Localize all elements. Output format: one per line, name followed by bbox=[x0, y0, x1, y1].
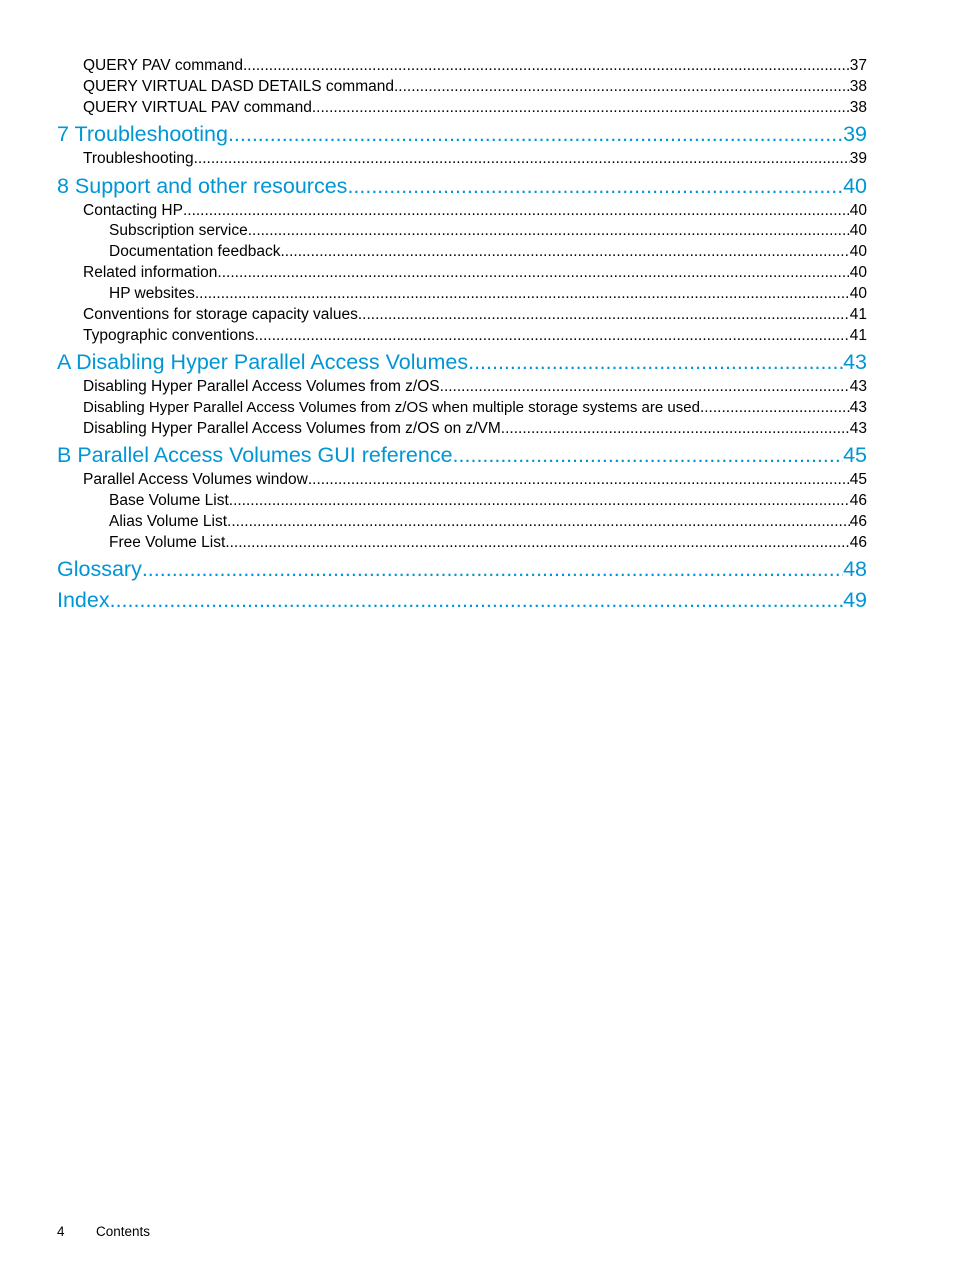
dot-leader bbox=[194, 148, 850, 169]
page-number: 4 bbox=[57, 1224, 65, 1239]
dot-leader bbox=[312, 97, 850, 118]
toc-entry-page: 43 bbox=[849, 420, 867, 437]
toc-chapter-title: B Parallel Access Volumes GUI reference bbox=[57, 443, 453, 467]
toc-entry[interactable] bbox=[83, 262, 867, 283]
toc-chapter-title: Index bbox=[57, 588, 110, 612]
toc-chapter-page: 43 bbox=[843, 350, 867, 374]
toc-subentry[interactable] bbox=[109, 532, 867, 553]
toc-entry-page: 37 bbox=[849, 57, 867, 74]
toc-entry-page: 43 bbox=[849, 399, 867, 416]
dot-leader bbox=[229, 490, 850, 511]
toc-chapter-page: 40 bbox=[843, 174, 867, 198]
toc-chapter-page: 39 bbox=[843, 122, 867, 146]
toc-entry-page: 43 bbox=[849, 378, 867, 395]
toc-entry-title: Disabling Hyper Parallel Access Volumes from z/OS bbox=[83, 378, 440, 395]
toc-entry-title: Subscription service bbox=[109, 222, 248, 239]
dot-leader bbox=[248, 220, 850, 241]
toc-entry-title: QUERY PAV command bbox=[83, 57, 243, 74]
toc-entry-page: 38 bbox=[849, 78, 867, 95]
toc-entry-page: 40 bbox=[849, 264, 867, 281]
toc-subentry[interactable] bbox=[109, 283, 867, 304]
toc-entry-title: Alias Volume List bbox=[109, 513, 228, 530]
dot-leader bbox=[243, 55, 850, 76]
toc-entry-page: 45 bbox=[849, 471, 867, 488]
toc-entry[interactable] bbox=[83, 97, 867, 118]
dot-leader bbox=[227, 511, 850, 532]
toc-entry-page: 40 bbox=[849, 202, 867, 219]
dot-leader bbox=[254, 325, 849, 346]
dot-leader bbox=[468, 348, 843, 376]
toc-entry[interactable] bbox=[83, 148, 867, 169]
toc-entry-page: 39 bbox=[849, 150, 867, 167]
page-footer bbox=[57, 1222, 150, 1242]
toc-entry-title: Parallel Access Volumes window bbox=[83, 471, 308, 488]
dot-leader bbox=[347, 172, 843, 200]
toc-entry-page: 40 bbox=[849, 243, 867, 260]
toc-entry-title: Troubleshooting bbox=[83, 150, 194, 167]
toc-entry-page: 41 bbox=[849, 327, 867, 344]
toc-entry-title: Disabling Hyper Parallel Access Volumes from z/OS when multiple storage systems are used bbox=[83, 399, 700, 416]
toc-entry-title: Base Volume List bbox=[109, 492, 229, 509]
toc-entry-title: QUERY VIRTUAL PAV command bbox=[83, 99, 312, 116]
dot-leader bbox=[394, 76, 850, 97]
toc-entry-title: QUERY VIRTUAL DASD DETAILS command bbox=[83, 78, 394, 95]
toc-chapter-page: 49 bbox=[843, 588, 867, 612]
toc-entry-page: 40 bbox=[849, 285, 867, 302]
toc-entry-page: 46 bbox=[849, 534, 867, 551]
toc-entry-page: 38 bbox=[849, 99, 867, 116]
toc-entry-title: Contacting HP bbox=[83, 202, 183, 219]
toc-entry-title: Free Volume List bbox=[109, 534, 226, 551]
toc-chapter[interactable] bbox=[57, 555, 867, 583]
toc-entry-page: 46 bbox=[849, 513, 867, 530]
toc-entry[interactable] bbox=[83, 76, 867, 97]
toc-chapter[interactable] bbox=[57, 441, 867, 469]
toc-entry[interactable] bbox=[83, 55, 867, 76]
toc-chapter-page: 45 bbox=[843, 443, 867, 467]
dot-leader bbox=[142, 555, 843, 583]
toc-entry[interactable] bbox=[83, 304, 867, 325]
toc-entry[interactable] bbox=[83, 469, 867, 490]
dot-leader bbox=[453, 441, 844, 469]
toc-chapter-page: 48 bbox=[843, 557, 867, 581]
dot-leader bbox=[440, 376, 850, 397]
toc-entry-page: 41 bbox=[849, 306, 867, 323]
toc-chapter[interactable] bbox=[57, 172, 867, 200]
toc-entry-title: HP websites bbox=[109, 285, 195, 302]
dot-leader bbox=[228, 120, 843, 148]
dot-leader bbox=[195, 283, 850, 304]
dot-leader bbox=[308, 469, 850, 490]
dot-leader bbox=[501, 418, 850, 439]
toc-entry[interactable] bbox=[83, 418, 867, 439]
dot-leader bbox=[225, 532, 849, 553]
toc-entry-title: Conventions for storage capacity values bbox=[83, 306, 358, 323]
toc-subentry[interactable] bbox=[109, 511, 867, 532]
toc-entry-page: 46 bbox=[849, 492, 867, 509]
toc-subentry[interactable] bbox=[109, 220, 867, 241]
footer-section-label: Contents bbox=[96, 1224, 151, 1239]
toc-chapter-title: Glossary bbox=[57, 557, 142, 581]
dot-leader bbox=[217, 262, 849, 283]
toc-entry-title: Related information bbox=[83, 264, 218, 281]
dot-leader bbox=[358, 304, 850, 325]
toc-chapter-title: 8 Support and other resources bbox=[57, 174, 348, 198]
toc-subentry[interactable] bbox=[109, 241, 867, 262]
toc-chapter-title: A Disabling Hyper Parallel Access Volumes bbox=[57, 350, 469, 374]
toc-entry-page: 40 bbox=[849, 222, 867, 239]
toc-entry-title: Typographic conventions bbox=[83, 327, 255, 344]
dot-leader bbox=[280, 241, 849, 262]
toc-entry[interactable] bbox=[83, 200, 867, 221]
toc-subentry[interactable] bbox=[109, 490, 867, 511]
toc-chapter[interactable] bbox=[57, 120, 867, 148]
toc-entry[interactable] bbox=[83, 376, 867, 397]
toc-entry-title: Disabling Hyper Parallel Access Volumes from z/OS on z/VM bbox=[83, 420, 501, 437]
dot-leader bbox=[110, 586, 843, 614]
dot-leader bbox=[700, 397, 850, 418]
toc-entry-title: Documentation feedback bbox=[109, 243, 281, 260]
toc-entry[interactable] bbox=[83, 325, 867, 346]
dot-leader bbox=[183, 200, 850, 221]
toc-chapter[interactable] bbox=[57, 348, 867, 376]
toc-entry[interactable] bbox=[83, 397, 867, 418]
toc-chapter-title: 7 Troubleshooting bbox=[57, 122, 228, 146]
toc-chapter[interactable] bbox=[57, 586, 867, 614]
